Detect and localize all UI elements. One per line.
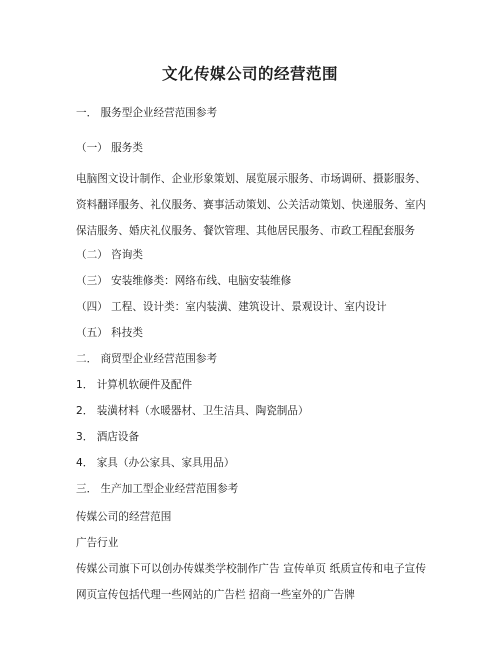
section-heading-production: 三． 生产加工型企业经营范围参考	[76, 483, 239, 495]
advertising-heading: 广告行业	[76, 537, 119, 549]
subsection-installation: （三） 安装维修类：网络布线、电脑安装维修	[76, 275, 292, 287]
subsection-technology: （五） 科技类	[76, 327, 143, 339]
list-item-furniture: 4． 家具（办公家具、家具用品）	[76, 457, 235, 469]
service-paragraph: 电脑图文设计制作、企业形象策划、展览展示服务、市场调研、摄影服务、资料翻译服务、礼仪服务、赛事活动策划、公关活动策划、快递服务、室内保洁服务、婚庆礼仪服务、餐饮管理、其他居民服务、市政工程配套服务	[76, 173, 426, 237]
subsection-engineering: （四） 工程、设计类：室内装潢、建筑设计、景观设计、室内设计	[76, 301, 387, 313]
section-heading-trade: 二． 商贸型企业经营范围参考	[76, 353, 218, 365]
list-item-hotel: 3． 酒店设备	[76, 431, 140, 443]
subsection-service: （一） 服务类	[76, 142, 143, 154]
list-item-decoration: 2． 装潢材料（水暖器材、卫生洁具、陶瓷制品）	[76, 405, 309, 417]
advertising-paragraph: 传媒公司旗下可以创办传媒类学校制作广告 宣传单页 纸质宣传和电子宣传网页宣传包括代理一些网站的广告栏 招商一些室外的广告牌	[76, 563, 426, 601]
media-scope-heading: 传媒公司的经营范围	[76, 511, 172, 523]
section-heading-service: 一． 服务型企业经营范围参考	[76, 107, 218, 119]
document-title: 文化传媒公司的经营范围	[161, 65, 338, 83]
subsection-consulting: （二） 咨询类	[76, 249, 143, 261]
list-item-computer: 1． 计算机软硬件及配件	[76, 379, 193, 391]
